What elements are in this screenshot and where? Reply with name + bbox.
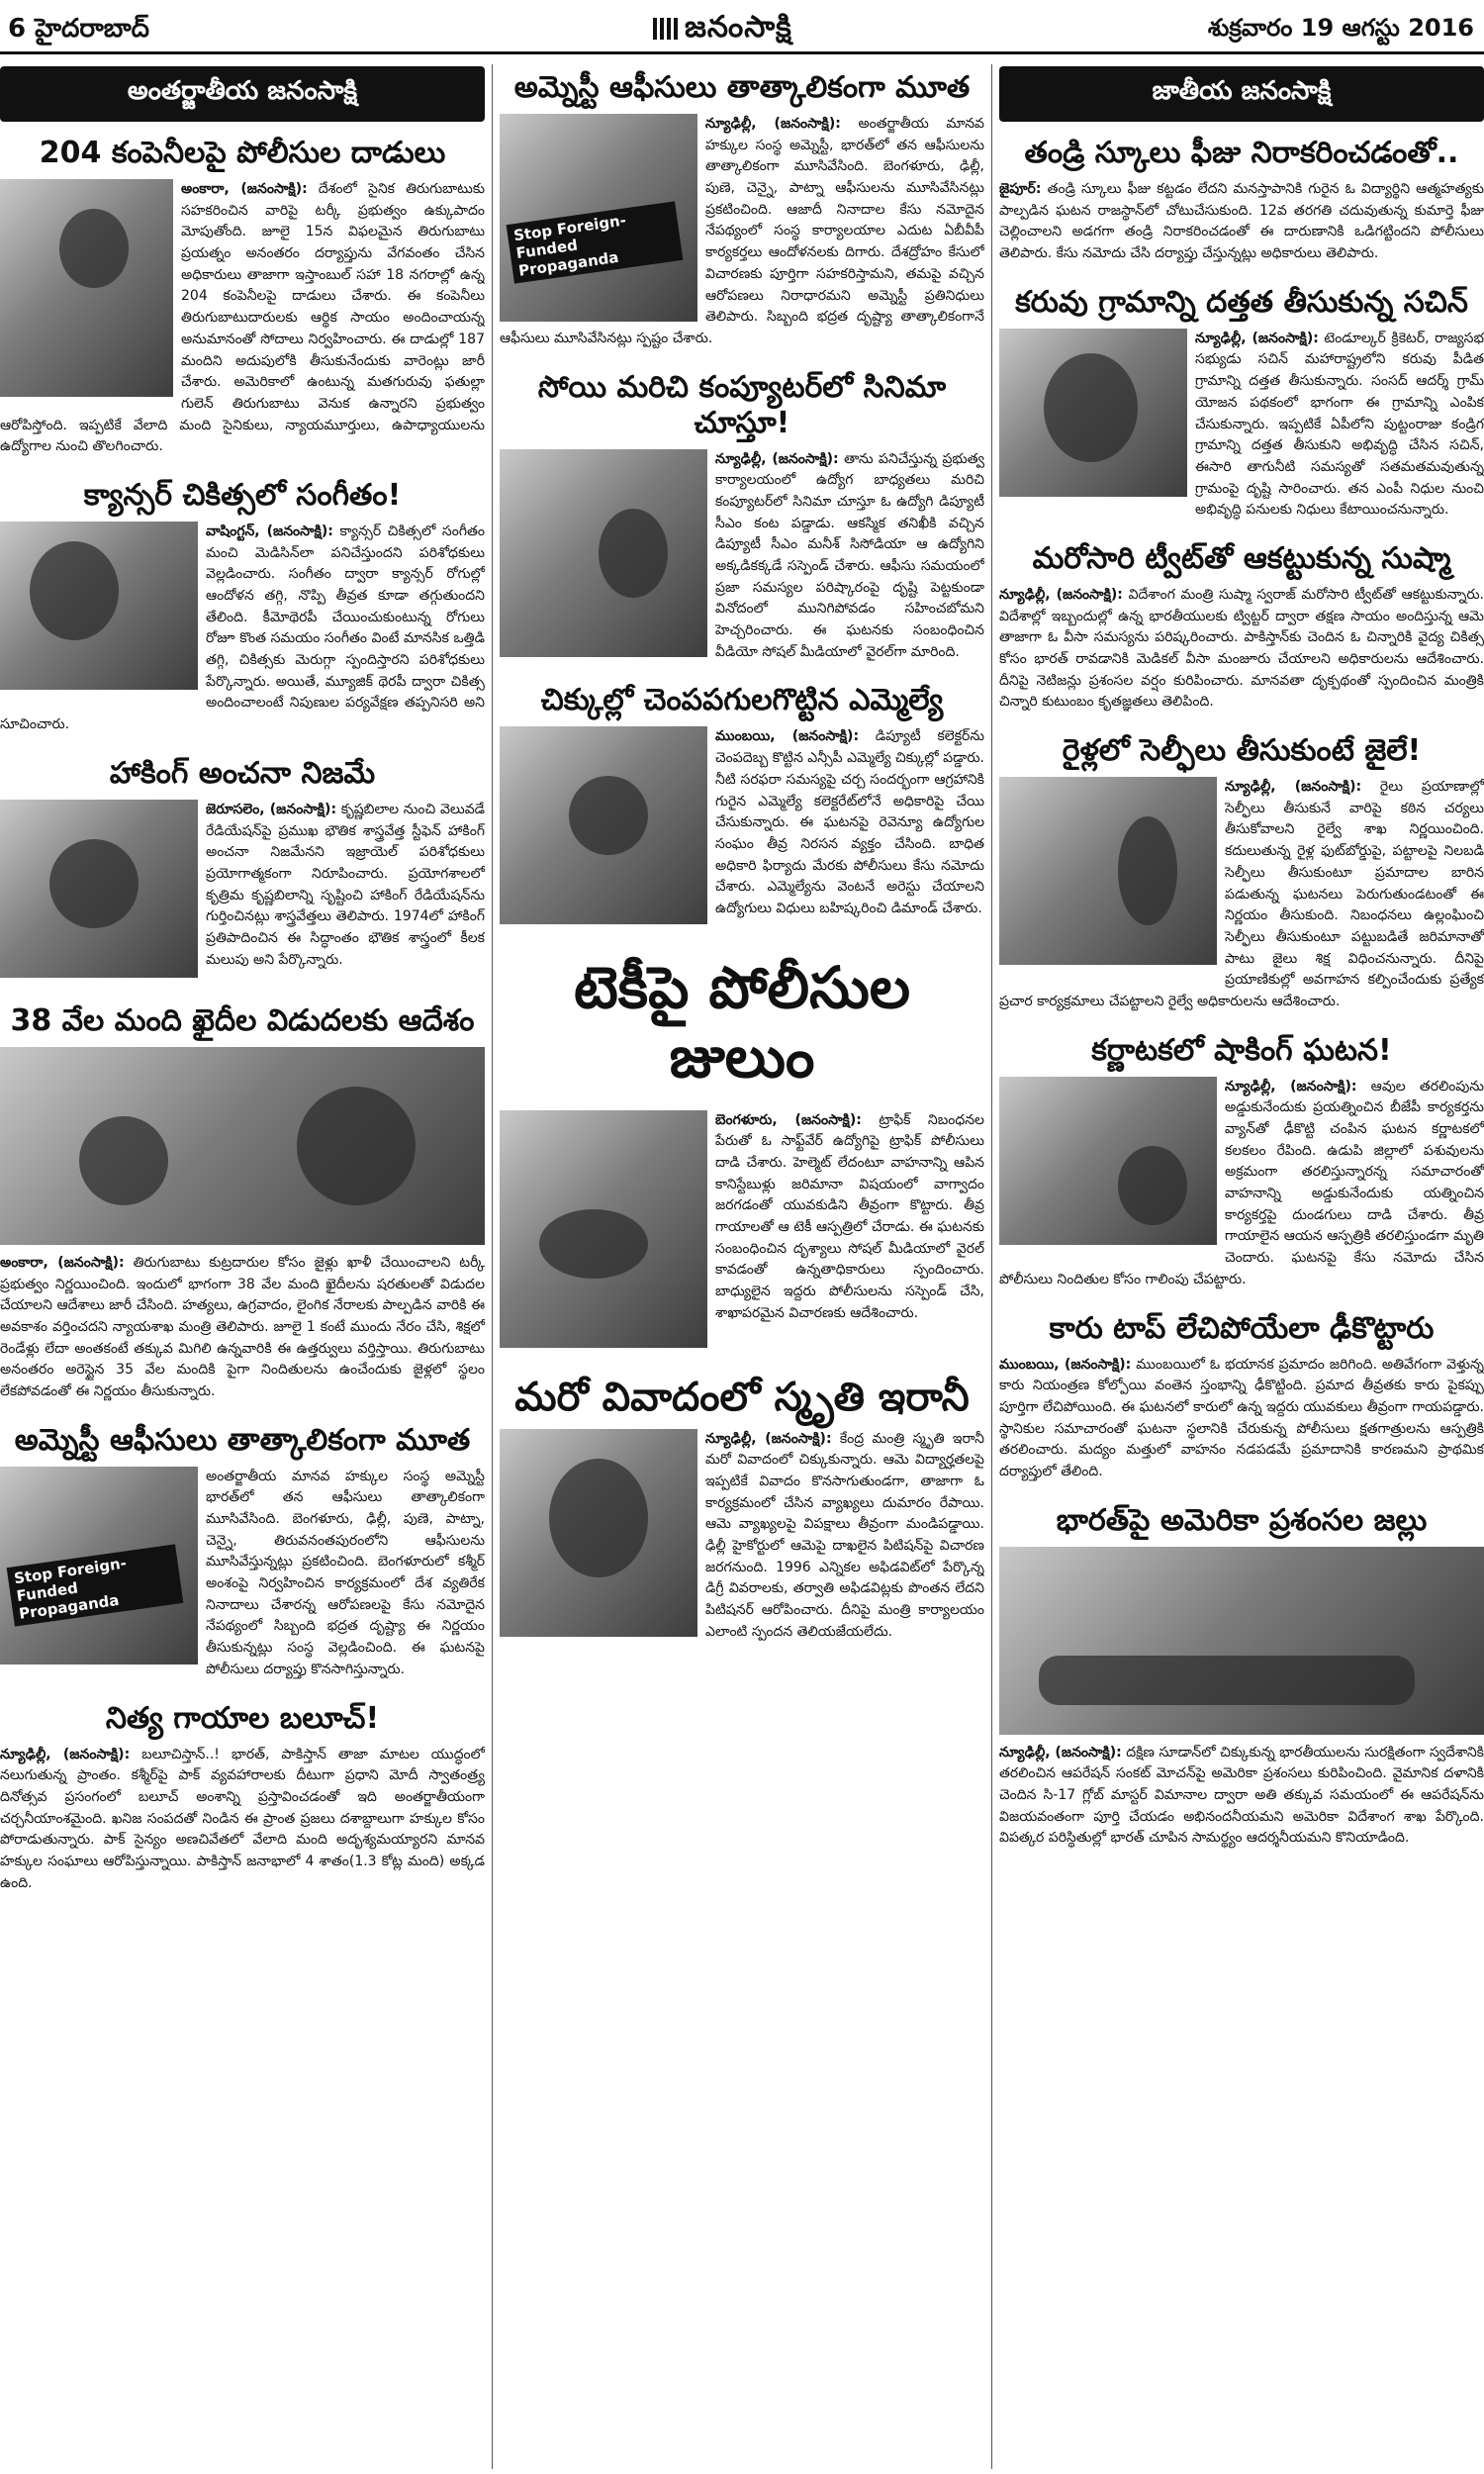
story-text: క్యాన్సర్ చికిత్సలో సంగీతం మంచి మెడిసిన్‌లా పనిచేస్తుందని పరిశోధకులు వెల్లడించారు. సంగీతం ద్వారా క్యాన్సర్ రోగుల్లో ఆందోళన తగ్గి, నొప్పి తీవ్రత కూడా తగ్గుతుందని తేలింది. కీమోథెరపీ చేయించుకుంటున్న రోగులు రోజూ కొంత సమయం సంగీతం వింటే మానసిక ఒత్తిడి తగ్గి, చికిత్సకు మెరుగ్గా స్పందిస్తారని పరిశోధకులు పేర్కొన్నారు. అయితే, మ్యూజిక్ థెరపీ ద్వారా చికిత్స అందించాలంటే నిపుణుల పర్యవేక్షణ తప్పనిసరి అని సూచించారు.	[0, 523, 485, 733]
story-headline: సోయి మరిచి కంప్యూటర్‌లో సినిమా చూస్తూ!	[537, 369, 947, 440]
section-title: అంతర్జాతీయ జనంసాక్షి	[0, 66, 485, 122]
story-headline: క్యాన్సర్ చికిత్సలో సంగీతం!	[83, 477, 402, 513]
story-text: ముంబయిలో ఓ భయానక ప్రమాదం జరిగింది. అతివేగంగా వెళ్తున్న కారు నియంత్రణ కోల్పోయి వంతెన స్తంభాన్ని ఢీకొట్టింది. ప్రమాద తీవ్రతకు కారు పైకప్పు పూర్తిగా లేచిపోయింది. ఈ ఘటనలో కారులో ఉన్న ఇద్దరు యువకులు తీవ్రంగా గాయపడ్డారు. స్థానికుల సమాచారంతో ఘటనా స్థలానికి చేరుకున్న పోలీసులు క్షతగాత్రులను ఆస్పత్రికి తరలించారు. మద్యం మత్తులో వాహనం నడపడమే ప్రమాదానికి కారణమని ప్రాథమిక దర్యాప్తులో తేలింది.	[999, 1356, 1484, 1479]
story-headline: రైళ్లలో సెల్ఫీలు తీసుకుంటే జైలే!	[1062, 733, 1422, 769]
news-story	[0, 750, 485, 984]
story-dateline: అంకారా, (జనంసాక్షి):	[181, 181, 308, 197]
issue-date: శుక్రవారం 19 ఆగస్టు 2016	[1207, 14, 1474, 42]
story-dateline: వాషింగ్టన్, (జనంసాక్షి):	[206, 523, 333, 539]
story-headline: టెకీపై పోలీసుల జులుం	[574, 954, 910, 1092]
masthead-rule	[0, 51, 1484, 54]
story-text: టెండూల్కర్ క్రికెటర్, రాజ్యసభ సభ్యుడు సచిన్ మహారాష్ట్రలోని కరువు పీడిత గ్రామాన్ని దత్తత తీసుకున్నారు. సంసద్ ఆదర్శ్ గ్రామ్ యోజన పథకంలో భాగంగా ఈ గ్రామాన్ని ఎంపిక చేసుకున్నారు. ఇప్పటికే ఏపీలోని పుట్టంరాజు కండ్రిగ గ్రామాన్ని దత్తత తీసుకుని అభివృద్ధి చేసిన సచిన్, ఈసారి తాగునీటి సమస్యతో సతమతమవుతున్న గ్రామంపై దృష్టి సారించారు. తన ఎంపీ నిధుల నుంచి అభివృద్ధి పనులకు నిధులు కేటాయించనున్నారు.	[1195, 330, 1484, 519]
column-divider	[991, 64, 992, 2469]
story-text: దక్షిణ సూడాన్‌లో చిక్కుకున్న భారతీయులను సురక్షితంగా స్వదేశానికి తరలించిన ఆపరేషన్ సంకట్ మోచన్‌పై అమెరికా ప్రశంసలు కురిపించింది. వైమానిక దళానికి చెందిన సి-17 గ్లోబ్ మాస్టర్ విమానాల ద్వారా అతి తక్కువ సమయంలో ఈ ఆపరేషన్‌ను విజయవంతంగా పూర్తి చేయడం అభినందనీయమని అమెరికా విదేశాంగ శాఖ పేర్కొంది. విపత్కర పరిస్థితుల్లో భారత్ చూపిన సామర్థ్యం ఆదర్శనీయమని కొనియాడింది.	[999, 1744, 1484, 1847]
story-dateline: న్యూఢిల్లీ, (జనంసాక్షి):	[705, 1430, 832, 1447]
train-selfie-photo	[999, 777, 1217, 965]
story-text: దేశంలో సైనిక తిరుగుబాటుకు సహకరించిన వారిపై టర్కీ ప్రభుత్వం ఉక్కుపాదం మోపుతోంది. జూలై 15న విఫలమైన తిరుగుబాటు ప్రయత్నం అనంతరం దర్యాప్తును వేగవంతం చేసిన అధికారులు తాజాగా ఇస్తాంబుల్ సహా 18 నగరాల్లో ఉన్న 204 కంపెనీలపై దాడులు చేశారు. ఈ కంపెనీలు తిరుగుబాటుదారులకు ఆర్థిక సాయం అందించాయన్న అనుమానంతో సోదాలు నిర్వహించారు. ఈ దాడుల్లో 187 మందిని అదుపులోకి తీసుకునేందుకు వారెంట్లు జారీ చేశారు. అమెరికాలో ఉంటున్న మతగురువు ఫతుల్లా గులెన్ తిరుగుబాటు వెనుక ఉన్నారని ప్రభుత్వం ఆరోపిస్తోంది. ఇప్పటికే వేలాది మంది సైనికులు, న్యాయమూర్తులు, ఉపాధ్యాయులను ఉద్యోగాల నుంచి తొలగించారు.	[0, 181, 485, 455]
story-dateline: జెరూసలెం, (జనంసాక్షి):	[206, 801, 337, 817]
soldier-photo	[0, 179, 173, 397]
story-text: ట్రాఫిక్ నిబంధనల పేరుతో ఓ సాఫ్ట్‌వేర్ ఉద్యోగిపై ట్రాఫిక్ పోలీసులు దాడి చేశారు. హెల్మెట్ లేదంటూ వాహనాన్ని ఆపిన కానిస్టేబుళ్లు జరిమానా విషయంలో వాగ్వాదం జరగడంతో యువకుడిని తీవ్రంగా కొట్టారు. తీవ్ర గాయాలతో ఆ టెకీ ఆస్పత్రిలో చేరాడు. ఈ ఘటనకు సంబంధించిన దృశ్యాలు సోషల్ మీడియాలో వైరల్ కావడంతో ఉన్నతాధికారులు స్పందించారు. బాధ్యులైన ఇద్దరు పోలీసులను సస్పెండ్ చేసి, శాఖాపరమైన విచారణకు ఆదేశించారు.	[715, 1111, 984, 1321]
story-headline: హాకింగ్ అంచనా నిజమే	[109, 755, 376, 791]
story-text: కృష్ణబిలాల నుంచి వెలువడే రేడియేషన్‌పై ప్రముఖ భౌతిక శాస్త్రవేత్త స్టీఫెన్ హాకింగ్ అంచనా నిజమేనని ఇజ్రాయెల్ పరిశోధకులు ప్రయోగాత్మకంగా నిరూపించారు. ప్రయోగశాలలో కృత్రిమ కృష్ణబిలాన్ని సృష్టించి హాకింగ్ రేడియేషన్‌ను గుర్తించినట్లు శాస్త్రవేత్తలు తెలిపారు. 1974లో హాకింగ్ ప్రతిపాదించిన ఈ సిద్ధాంతం భౌతిక శాస్త్రంలో కీలక మలుపు అని పేర్కొన్నారు.	[206, 801, 485, 968]
national-news-column	[999, 64, 1484, 2469]
story-headline: భారత్‌పై అమెరికా ప్రశంసల జల్లు	[1056, 1502, 1428, 1538]
story-headline: కరువు గ్రామాన్ని దత్తత తీసుకున్న సచిన్	[1015, 284, 1468, 320]
section-title: జాతీయ జనంసాక్షి	[999, 66, 1484, 122]
story-headline: కర్ణాటకలో షాకింగ్ ఘటన!	[1091, 1032, 1392, 1068]
news-story	[999, 130, 1484, 265]
news-story	[500, 677, 984, 930]
smriti-irani-photo	[500, 1429, 697, 1637]
story-headline: మరోసారి ట్వీట్‌తో ఆకట్టుకున్న సుష్మా	[1032, 540, 1451, 576]
story-text: అంతర్జాతీయ మానవ హక్కుల సంస్థ అమ్నెస్టీ, భారత్‌లో తన ఆఫీసులను తాత్కాలికంగా మూసివేసింది. బెంగళూరు, ఢిల్లీ, పుణె, చెన్నై, పాట్నా ఆఫీసులను మూసివేసినట్లు ప్రకటించింది. ఆజాదీ నినాదాల కేసు నమోదైన నేపథ్యంలో సంస్థ కార్యాలయాల ఎదుట ఏబీవీపీ కార్యకర్తలు ఆందోళనలకు దిగారు. దేశద్రోహం కేసులో విచారణకు పూర్తిగా సహకరిస్తామని, తమపై వచ్చిన ఆరోపణలు నిరాధారమని అమ్నెస్టీ ప్రతినిధులు తెలిపారు. సిబ్బంది భద్రత దృష్ట్యా తాత్కాలికంగానే ఆఫీసులు మూసివేసినట్లు స్పష్టం చేశారు.	[500, 116, 984, 346]
story-headline: అమ్నెస్టీ ఆఫీసులు తాత్కాలికంగా మూత	[513, 70, 971, 105]
headphones-photo	[0, 522, 198, 690]
injured-techie-photo	[500, 1110, 707, 1348]
cattle-van-photo	[999, 1077, 1217, 1245]
protest-photo	[0, 1467, 198, 1665]
masthead	[0, 0, 1484, 59]
story-dateline: బెంగళూరు, (జనంసాక్షి):	[715, 1111, 862, 1128]
news-story	[999, 1497, 1484, 1850]
story-headline: 38 వేల మంది ఖైదీల విడుదలకు ఆదేశం	[10, 1002, 475, 1038]
story-dateline: న్యూఢిల్లీ, (జనంసాక్షి):	[1225, 779, 1362, 796]
story-dateline: న్యూఢిల్లీ, (జనంసాక్షి):	[999, 586, 1123, 603]
slap-incident-photo	[500, 726, 707, 924]
logo-mark-icon	[653, 18, 679, 40]
news-story	[0, 472, 485, 736]
protest-sign: Stop Foreign-Funded Propaganda	[7, 1544, 184, 1626]
story-text: తిరుగుబాటు కుట్రదారుల కోసం జైళ్లు ఖాళీ చేయించాలని టర్కీ ప్రభుత్వం నిర్ణయించింది. ఇందులో భాగంగా 38 వేల మంది ఖైదీలను షరతులతో విడుదల చేయాలని ఆదేశాలు జారీ చేసింది. హత్యలు, ఉగ్రవాదం, లైంగిక నేరాలకు పాల్పడిన వారికి ఈ అవకాశం వర్తించదని న్యాయశాఖ మంత్రి తెలిపారు. జూలై 1 కంటే ముందు నేరం చేసి, శిక్షలో రెండేళ్లు లేదా అంతకంటే తక్కువ మిగిలి ఉన్నవారికి ఈ ఉత్తర్వులు వర్తిస్తాయి. తిరుగుబాటు అనంతరం అరెస్టైన 35 వేల మందికి పైగా నిందితులను ఉంచేందుకు జైళ్లలో స్థలం లేకపోవడంతో ఈ నిర్ణయం తీసుకున్నారు.	[0, 1254, 485, 1399]
story-text: డిప్యూటీ కలెక్టర్‌ను చెంపదెబ్బ కొట్టిన ఎన్సీపీ ఎమ్మెల్యే చిక్కుల్లో పడ్డారు. నీటి సరఫరా సమస్యపై చర్చ సందర్భంగా ఆగ్రహానికి గురైన ఎమ్మెల్యే కలెక్టరేట్‌లోనే అధికారిపై చేయి చేసుకున్నారు. ఈ ఘటనపై రెవెన్యూ ఉద్యోగుల సంఘం తీవ్ర నిరసన వ్యక్తం చేసింది. బాధిత అధికారి ఫిర్యాదు మేరకు పోలీసులు కేసు నమోదు చేశారు. ఎమ్మెల్యేను వెంటనే అరెస్టు చేయాలని ఉద్యోగులు విధులు బహిష్కరించి డిమాండ్ చేశారు.	[715, 728, 984, 916]
story-text: ఆవుల తరలింపును అడ్డుకునేందుకు ప్రయత్నించిన బీజేపీ కార్యకర్తను వ్యాన్‌తో ఢీకొట్టి చంపిన ఘటన కర్ణాటకలో కలకలం రేపింది. ఉడుపి జిల్లాలో పశువులను అక్రమంగా తరలిస్తున్నారన్న సమాచారంతో వాహనాన్ని అడ్డుకునేందుకు యత్నించిన కార్యకర్తపై దుండగులు దాడి చేశారు. తీవ్ర గాయాలైన ఆయన ఆస్పత్రికి తరలిస్తుండగా మృతి చెందారు. ఘటనపై కేసు నమోదు చేసిన పోలీసులు నిందితుల కోసం గాలింపు చేపట్టారు.	[999, 1078, 1484, 1287]
aircraft-evacuation-photo	[999, 1547, 1484, 1735]
hawking-photo	[0, 800, 198, 978]
news-story	[500, 364, 984, 664]
story-headline: కారు టాప్ లేచిపోయేలా ఢీకొట్టారు	[1049, 1310, 1435, 1346]
story-headline: తండ్రి స్కూలు ఫీజు నిరాకరించడంతో..	[1024, 136, 1459, 170]
news-story	[500, 1368, 984, 1644]
story-dateline: న్యూఢిల్లీ, (జనంసాక్షి):	[1225, 1078, 1357, 1094]
story-text: తాను పనిచేస్తున్న ప్రభుత్వ కార్యాలయంలో ఉద్యోగ బాధ్యతలు మరిచి కంప్యూటర్‌లో సినిమా చూస్తూ ఓ ఉద్యోగి డిప్యూటీ సీఎం కంట పడ్డాడు. ఆకస్మిక తనిఖీకి వచ్చిన డిప్యూటీ సీఎం మనీశ్ సిసోడియా ఆ ఉద్యోగిని అక్కడికక్కడే సస్పెండ్ చేశారు. ఆఫీసు సమయంలో ప్రజా సమస్యల పరిష్కారంపై దృష్టి పెట్టకుండా వినోదంలో మునిగిపోవడం సహించబోమని హెచ్చరించారు. ఈ ఘటనకు సంబంధించిన వీడియో సోషల్ మీడియాలో వైరల్‌గా మారింది.	[715, 450, 984, 660]
news-story	[0, 998, 485, 1403]
story-dateline: న్యూఢిల్లీ, (జనంసాక్షి):	[705, 116, 841, 132]
news-story	[999, 279, 1484, 522]
office-computer-photo	[500, 449, 707, 657]
story-headline: మరో వివాదంలో స్మృతి ఇరానీ	[514, 1374, 970, 1420]
story-dateline: న్యూఢిల్లీ, (జనంసాక్షి):	[999, 1744, 1122, 1760]
news-story	[999, 1027, 1484, 1291]
story-dateline: ముంబయి, (జనంసాక్షి):	[715, 728, 860, 745]
news-story	[999, 727, 1484, 1013]
story-headline: 204 కంపెనీలపై పోలీసుల దాడులు	[39, 136, 446, 170]
news-story	[500, 64, 984, 350]
page-number: 6	[8, 14, 27, 44]
prisoners-photo	[0, 1047, 485, 1245]
story-headline: అమ్నెస్టీ ఆఫీసులు తాత్కాలికంగా మూత	[14, 1422, 471, 1458]
story-text: విదేశాంగ మంత్రి సుష్మా స్వరాజ్ మరోసారి ట్వీట్‌తో ఆకట్టుకున్నారు. విదేశాల్లో ఇబ్బందుల్లో ఉన్న భారతీయులకు ట్విట్టర్ ద్వారా తక్షణ సాయం అందిస్తున్న ఆమె తాజాగా ఓ వీసా సమస్యను పరిష్కరించారు. పాకిస్తాన్‌కు చెందిన ఓ చిన్నారికి వైద్య చికిత్స కోసం భారత్ రావడానికి మెడికల్ వీసా మంజూరు చేయాలని అధికారులను ఆదేశించారు. దీనిపై నెటిజన్లు ప్రశంసల వర్షం కురిపించారు. మానవతా దృక్పథంతో స్పందించిన మంత్రికి చిన్నారి కుటుంబం కృతజ్ఞతలు తెలిపింది.	[999, 586, 1484, 711]
news-story	[0, 1417, 485, 1681]
story-text: కేంద్ర మంత్రి స్మృతి ఇరానీ మరో వివాదంలో చిక్కుకున్నారు. ఆమె విద్యార్హతలపై ఇప్పటికే వివాదం కొనసాగుతుండగా, తాజాగా ఓ కార్యక్రమంలో చేసిన వ్యాఖ్యలు దుమారం రేపాయి. ఆమె వ్యాఖ్యలపై విపక్షాలు తీవ్రంగా మండిపడ్డాయి. ఢిల్లీ హైకోర్టులో ఆమెపై దాఖలైన పిటిషన్‌పై విచారణ జరగనుంది. 1996 ఎన్నికల అఫిడవిట్‌లో పేర్కొన్న డిగ్రీ వివరాలకు, తర్వాతి అఫిడవిట్లకు పొంతన లేదని పిటిషనర్ ఆరోపించారు. దీనిపై మంత్రి కార్యాలయం ఎలాంటి స్పందన తెలియజేయలేదు.	[705, 1430, 984, 1640]
story-dateline: అంకారా, (జనంసాక్షి):	[0, 1254, 125, 1271]
newspaper-logo	[653, 10, 792, 51]
news-story	[999, 1305, 1484, 1483]
story-text: బలూచిస్తాన్..! భారత్, పాకిస్తాన్ తాజా మాటల యుద్ధంలో నలుగుతున్న ప్రాంతం. కశ్మీర్‌పై పాక్ వ్యవహారాలకు దీటుగా ప్రధాని మోదీ స్వాతంత్ర్య దినోత్సవ ప్రసంగంలో బలూచ్ అంశాన్ని ప్రస్తావించడంతో ఇది అంతర్జాతీయంగా చర్చనీయాంశమైంది. ఖనిజ సంపదతో నిండిన ఈ ప్రాంత ప్రజలు దశాబ్దాలుగా హక్కుల కోసం పోరాడుతున్నారు. పాక్ సైన్యం అణచివేతలో వేలాది మంది అదృశ్యమయ్యారని మానవ హక్కుల సంఘాలు ఆరోపిస్తున్నాయి. పాకిస్తాన్ జనాభాలో 4 శాతం(1.3 కోట్ల మంది) అక్కడ ఉంది.	[0, 1746, 485, 1891]
international-news-column	[0, 64, 485, 2469]
story-text: తండ్రి స్కూలు ఫీజు కట్టడం లేదని మనస్తాపానికి గురైన ఓ విద్యార్థిని ఆత్మహత్యకు పాల్పడిన ఘటన రాజస్థాన్‌లో చోటుచేసుకుంది. 12వ తరగతి చదువుతున్న కుమార్తె ఫీజు చెల్లించాలని అడగగా తండ్రి నిరాకరించడంతో ఈ దారుణానికి ఒడిగట్టిందని పోలీసులు తెలిపారు. కేసు నమోదు చేసి దర్యాప్తు చేస్తున్నట్లు అధికారులు తెలిపారు.	[999, 181, 1484, 262]
story-text: రైలు ప్రయాణాల్లో సెల్ఫీలు తీసుకునే వారిపై కఠిన చర్యలు తీసుకోవాలని రైల్వే శాఖ నిర్ణయించింది. కదులుతున్న రైళ్ల ఫుట్‌బోర్డుపై, పట్టాలపై నిలబడి సెల్ఫీలు తీసుకుంటూ ప్రమాదాల బారిన పడుతున్న ఘటనలు పెరుగుతుండటంతో ఈ నిర్ణయం తీసుకుంది. నిబంధనలు ఉల్లంఘించి సెల్ఫీలు తీసుకుంటూ పట్టుబడితే జరిమానాతో పాటు జైలు శిక్ష విధించనున్నారు. దీనిపై ప్రయాణికుల్లో అవగాహన కల్పించేందుకు ప్రత్యేక ప్రచార కార్యక్రమాలు చేపట్టాలని రైల్వే అధికారులను ఆదేశించారు.	[999, 779, 1484, 1009]
city-name: హైదరాబాద్	[35, 14, 149, 44]
news-story	[0, 1695, 485, 1895]
middle-news-column	[500, 64, 984, 2469]
page-label	[8, 14, 149, 49]
protest-sign: Stop Foreign-Funded Propaganda	[507, 201, 684, 283]
story-dateline: జైపూర్:	[999, 181, 1042, 197]
column-divider	[492, 64, 493, 2469]
story-dateline: న్యూఢిల్లీ, (జనంసాక్షి):	[0, 1746, 131, 1762]
newspaper-name: జనంసాక్షి	[685, 10, 792, 45]
story-text: అంతర్జాతీయ మానవ హక్కుల సంస్థ అమ్నెస్టీ భారత్‌లో తన ఆఫీసులు తాత్కాలికంగా మూసివేసింది. బెంగళూరు, ఢిల్లీ, పుణె, పాట్నా, చెన్నై, తిరువనంతపురంలోని ఆఫీసులను మూసివేస్తున్నట్లు ప్రకటించింది. బెంగళూరులో కశ్మీర్ అంశంపై నిర్వహించిన కార్యక్రమంలో దేశ వ్యతిరేక నినాదాలు చేశారన్న ఆరోపణలపై కేసు నమోదైన నేపథ్యంలో సిబ్బంది భద్రత దృష్ట్యా ఈ నిర్ణయం తీసుకున్నట్లు సంస్థ వెల్లడించింది. ఈ ఘటనపై పోలీసులు దర్యాప్తు కొనసాగిస్తున్నారు.	[206, 1468, 485, 1677]
story-dateline: న్యూఢిల్లీ, (జనంసాక్షి):	[1195, 330, 1319, 346]
news-story	[999, 535, 1484, 714]
story-headline: నిత్య గాయాల బలూచ్!	[105, 1700, 380, 1736]
story-dateline: ముంబయి, (జనంసాక్షి):	[999, 1356, 1132, 1373]
story-dateline: న్యూఢిల్లీ, (జనంసాక్షి):	[715, 450, 839, 467]
protest-photo	[500, 114, 697, 322]
story-headline: చిక్కుల్లో చెంపపగులగొట్టిన ఎమ్మెల్యే	[540, 683, 944, 718]
sachin-photo	[999, 329, 1187, 497]
news-story	[0, 130, 485, 458]
news-story	[500, 944, 984, 1353]
